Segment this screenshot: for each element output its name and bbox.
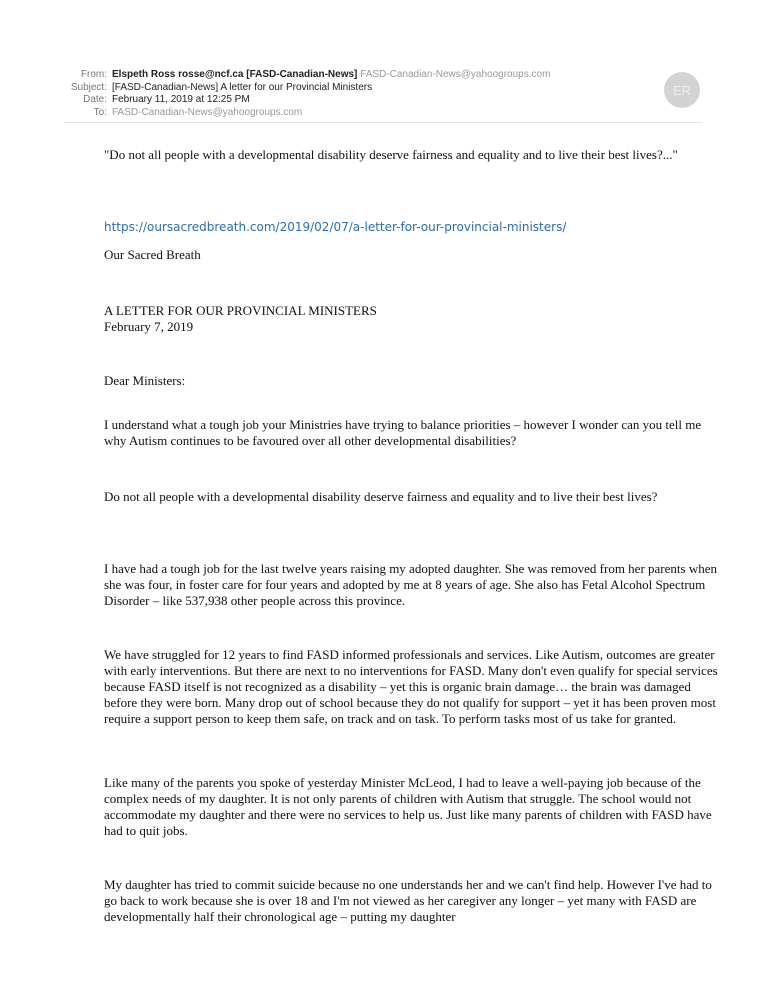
article-link[interactable]: https://oursacredbreath.com/2019/02/07/a-letter-for-our-provincial-ministers/ (104, 220, 567, 234)
date-label: Date: (83, 94, 107, 105)
paragraph: Do not all people with a developmental disability deserve fairness and equality and to live their best lives? (104, 489, 658, 504)
to-label: To: (93, 106, 107, 118)
to-email[interactable]: FASD-Canadian-News@yahoogroups.com (112, 106, 303, 118)
subject-label: Subject: (70, 81, 107, 93)
paragraph: We have struggled for 12 years to find FASD informed professionals and services. Like Autism, outcomes are greater with early interventions. But there are next to no interventions for FASD. Many don't even qualify for special services because FASD itself is not recognized as a disability – yet this is organic brain damage… the brain was damaged before they were born. Many drop out of school because they do not qualify for support – yet it has been proven most require a support person to keep them safe, on track and on task. To perform tasks most of us take for granted. (104, 647, 718, 726)
from-label: From: (80, 69, 107, 80)
date: February 11, 2019 at 12:25 PM (112, 94, 250, 105)
quote: "Do not all people with a developmental disability deserve fairness and equality and to live their best lives?..." (104, 147, 678, 162)
avatar: ER (664, 72, 700, 108)
from-email[interactable]: FASD-Canadian-News@yahoogroups.com (360, 69, 551, 80)
subject: [FASD-Canadian-News] A letter for our Provincial Ministers (112, 81, 373, 93)
salutation: Dear Ministers: (104, 373, 186, 388)
paragraph: My daughter has tried to commit suicide because no one understands her and we can't find help. However I've had to go back to work because she is over 18 and I'm not viewed as her caregiver any longer – yet many with FASD are developmentally half their chronological age – putting my daughter (104, 877, 712, 924)
paragraph: Like many of the parents you spoke of yesterday Minister McLeod, I had to leave a well-paying job because of the complex needs of my daughter. It is not only parents of children with Autism that struggle. The school would not accommodate my daughter and there were no services to help us. Just like many parents of children with FASD have had to quit jobs. (104, 775, 712, 838)
from-name: Elspeth Ross rosse@ncf.ca [FASD-Canadian-News] (112, 69, 358, 80)
letter-date: February 7, 2019 (104, 319, 194, 334)
email-header (50, 69, 550, 119)
paragraph: I have had a tough job for the last twelve years raising my adopted daughter. She was removed from her parents when she was four, in foster care for four years and adopted by me at 8 years of age. She also has Fetal Alcohol Spectrum Disorder – like 537,938 other people across this province. (104, 561, 717, 608)
letter-title: A LETTER FOR OUR PROVINCIAL MINISTERS (104, 303, 377, 318)
paragraph: I understand what a tough job your Ministries have trying to balance priorities – however I wonder can you tell me why Autism continues to be favoured over all other developmental disabilities? (104, 417, 702, 448)
header-divider (64, 122, 702, 123)
source-name: Our Sacred Breath (104, 247, 201, 262)
